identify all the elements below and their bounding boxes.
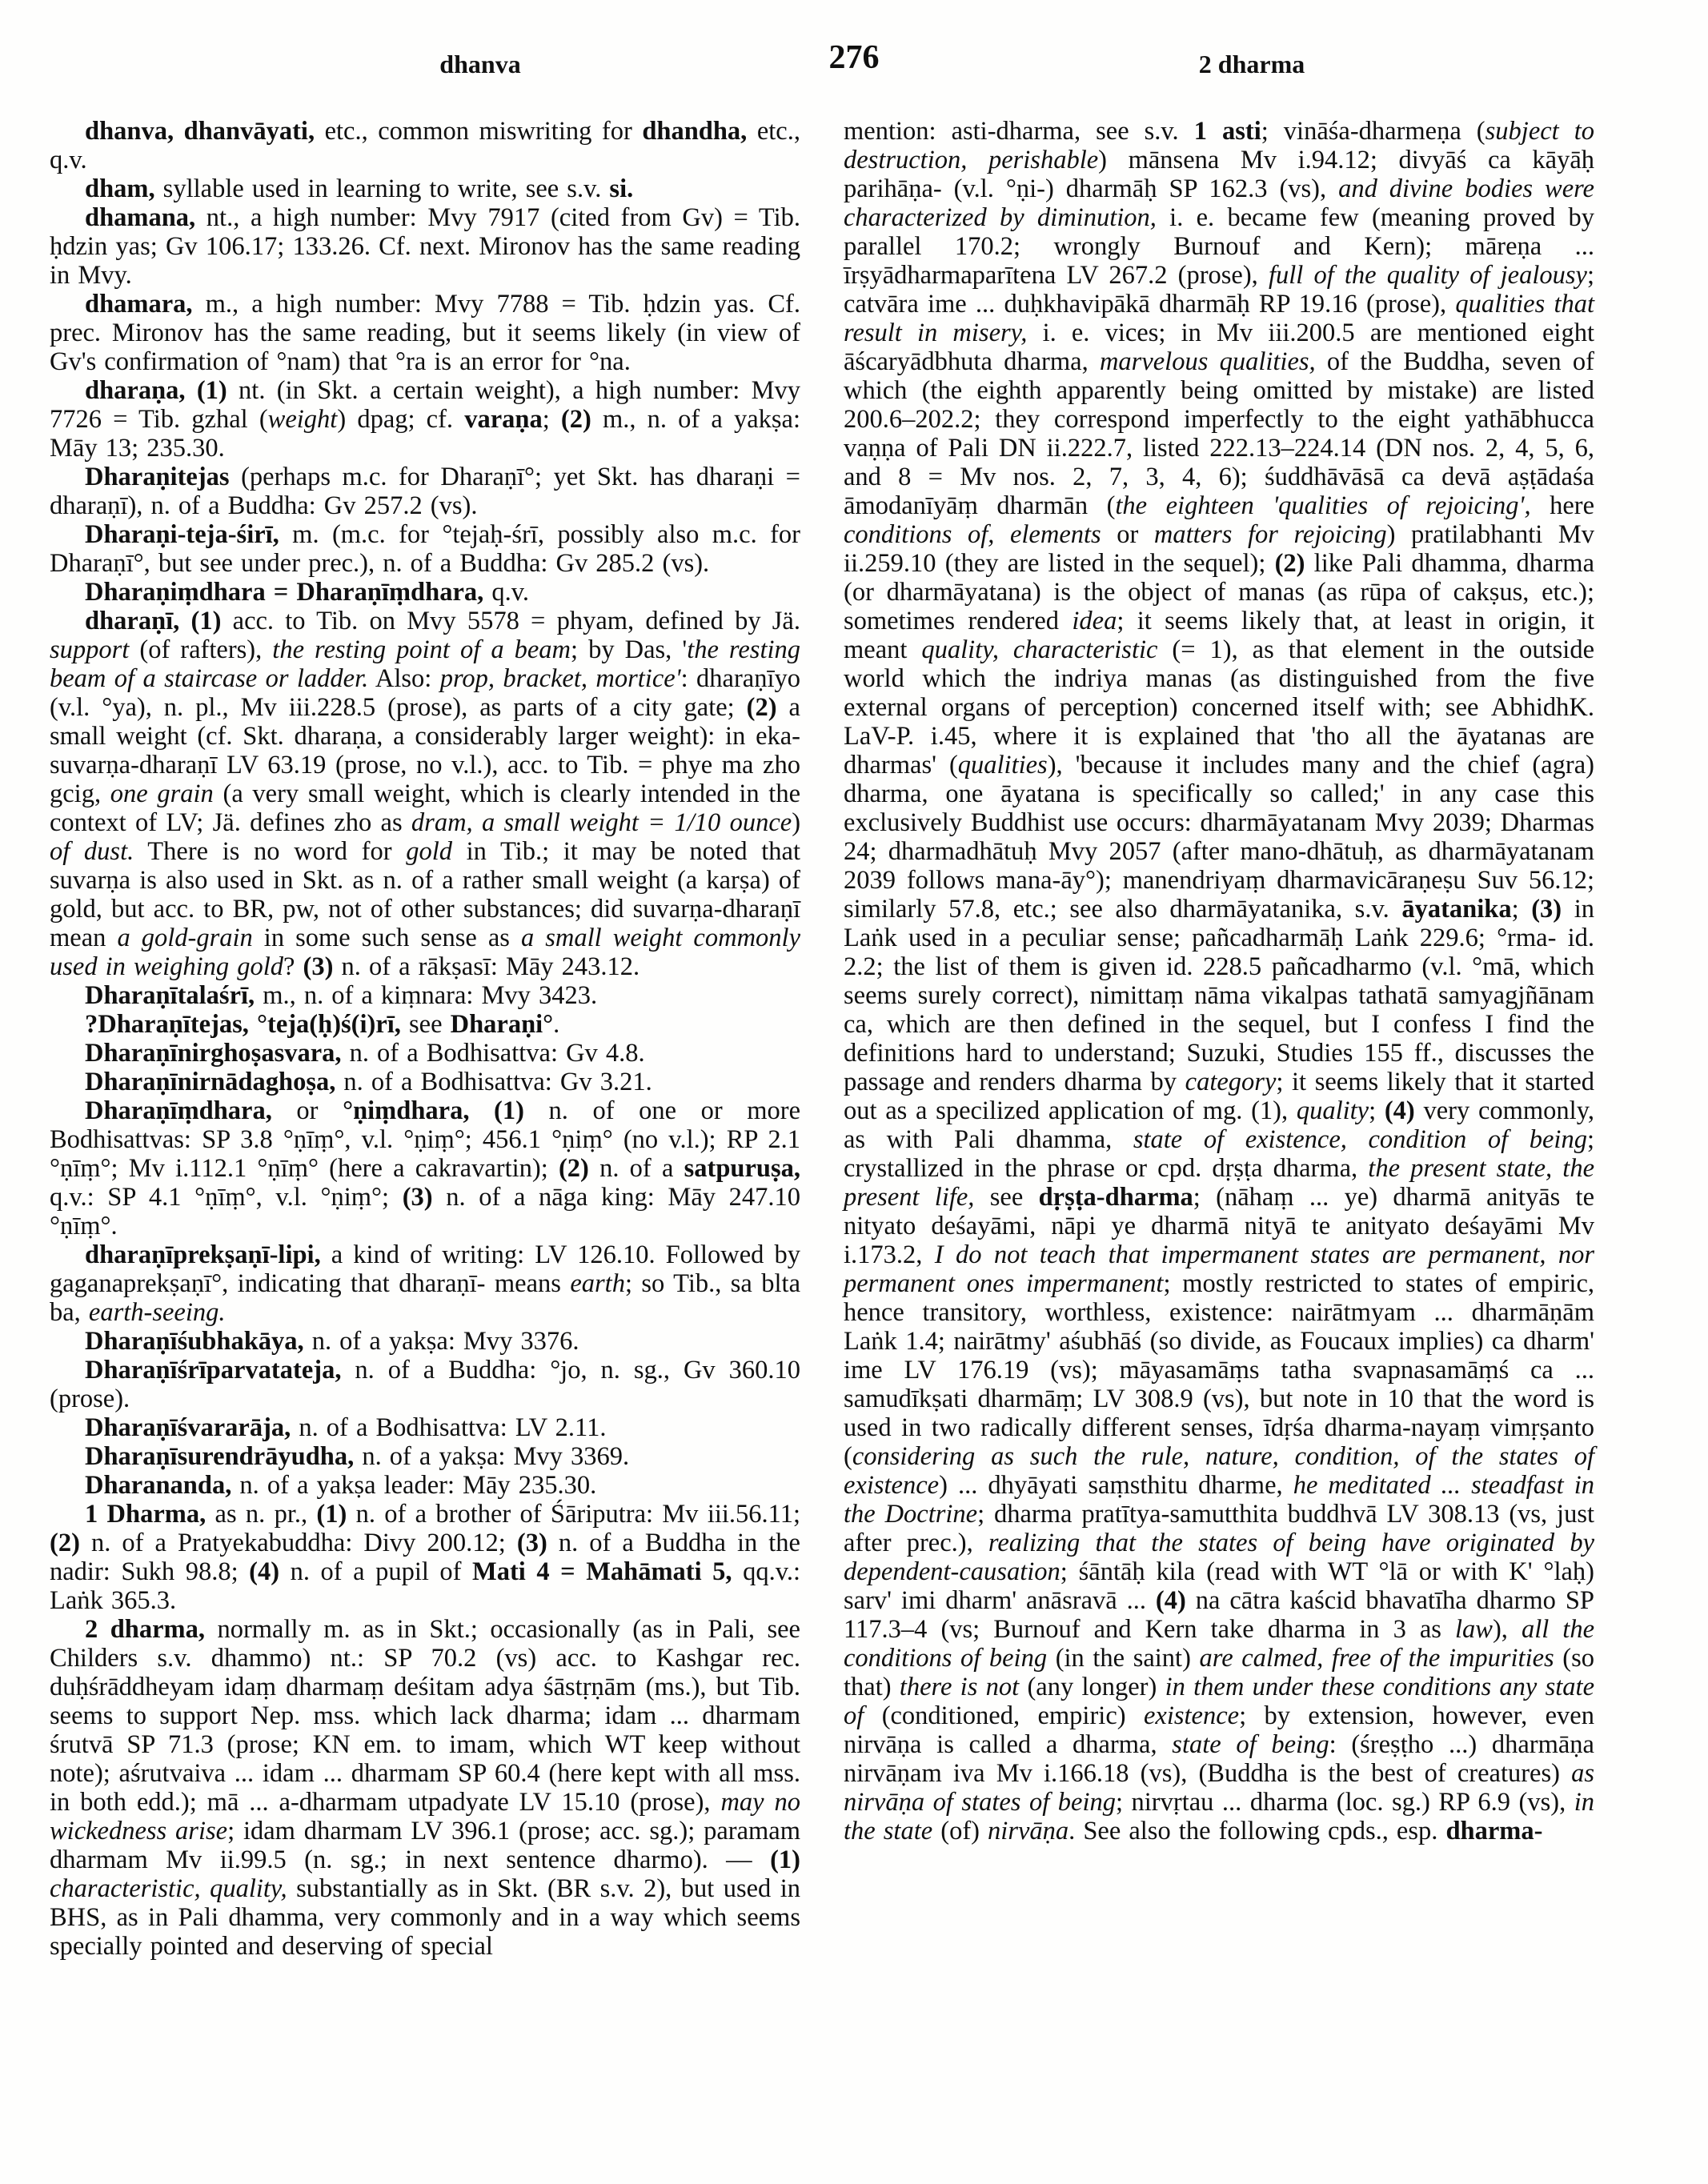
dictionary-entry: 1 Dharma, as n. pr., (1) n. of a brother of Śāriputra: Mv iii.56.11; (2) n. of a Pratyekabuddha: Divy 200.12; (3) n. of a Buddha in the nadir: Sukh 98.8; (4) n. of a pupil of Mati 4 = Mahāmati 5, qq.v.: Laṅk 365.3. <box>50 1500 801 1615</box>
dictionary-entry-continuation: mention: asti-dharma, see s.v. 1 asti; vināśa-dharmeṇa (subject to destruction, perishable) mānsena Mv i.94.12; divyāś ca kāyāḥ parihāṇa- (v.l. °ṇi-) dharmāḥ SP 162.3 (vs), and divine bodies were characterized by diminution, i. e. became few (meaning proved by parallel 170.2; wrongly Burnouf and Kern); māreṇa ... īrṣyādharmaparītena LV 267.2 (prose), full of the quality of jealousy; catvāra ime ... duḥkhavipākā dharmāḥ RP 19.16 (prose), qualities that result in misery, i. e. vices; in Mv iii.200.5 are mentioned eight āścaryādbhuta dharma, marvelous qualities, of the Buddha, seven of which (the eighth apparently being omitted by mistake) are listed 200.6–202.2; they correspond imperfectly to the eight yathābhucca vaṇṇa of Pali DN ii.222.7, listed 222.13–224.14 (DN nos. 2, 4, 5, 6, and 8 = Mv nos. 2, 7, 3, 4, 6); śuddhāvāsā ca devā aṣṭādaśa āmodanīyāṃ dharmān (the eighteen 'qualities of rejoicing', here conditions of, elements or matters for rejoicing) pratilabhanti Mv ii.259.10 (they are listed in the sequel); (2) like Pali dhamma, dharma (or dharmāyatana) is the object of manas (as rūpa of cakṣus, etc.); sometimes rendered idea; it seems likely that, at least in origin, it meant quality, characteristic (= 1), as that element in the outside world which the indriya manas (as distinguished from the five external organs of perception) concerned itself with; see AbhidhK. LaV-P. i.45, where it is explained that 'tho all the āyatanas are dharmas' (qualities), 'because it includes many and the chief (agra) dharma, one āyatana is specifically so called;' in any case this exclusively Buddhist use occurs: dharmāyatanam Mvy 2039; Dharmas 24; dharmadhātuḥ Mvy 2057 (after mano-dhātuḥ, as dharmāyatanam 2039 follows mana-āy°); manendriyaṃ dharmavicāraṇeṣu Suv 56.12; similarly 57.8, etc.; see also dharmāyatanika, s.v. āyatanika; (3) in Laṅk used in a peculiar sense; pañcadharmāḥ Laṅk 229.6; °rma- id. 2.2; the list of them is given id. 228.5 pañcadharmo (v.l. °mā, which seems surely correct), nimittaṃ nāma vikalpas tathatā samyagjñānam ca, which are then defined in the sequel, but I confess I find the definitions hard to understand; Suzuki, Studies 155 ff., discusses the passage and renders dharma by category; it seems likely that it started out as a specilized application of mg. (1), quality; (4) very commonly, as with Pali dhamma, state of existence, condition of being; crystallized in the phrase or cpd. dṛṣṭa dharma, the present state, the present life, see dṛṣṭa-dharma; (nāhaṃ ... ye) dharmā anityās te nityato deśayāmi, nāpi ye dharmā nityā te anityato deśayāmi Mv i.173.2, I do not teach that impermanent states are permanent, nor permanent ones impermanent; mostly restricted to states of empiric, hence transitory, worthless, existence: nairātmyam ... dharmāṇām Laṅk 1.4; nairātmy' aśubhāś (so divide, as Foucaux implies) ca dharm' ime LV 176.19 (vs); māyasamāṃs tatha svapnasamāṃś ca ... samudīkṣati dharmāṃ; LV 308.9 (vs), but note in 10 that the word is used in two radically different senses, īdṛśa dharma-nayaṃ vimṛṣanto (considering as such the rule, nature, condition, of the states of existence) ... dhyāyati saṃsthitu dharme, he meditated ... steadfast in the Doctrine; dharma pratītya-samutthita buddhvā LV 308.13 (vs, just after prec.), realizing that the states of being have originated by dependent-causation; śāntāḥ kila (read with WT °lā or with K' °laḥ) sarv' imi dharm' anāsravā ... (4) na cātra kaścid bhavatīha dharmo SP 117.3–4 (vs; Burnouf and Kern take dharma in 3 as law), all the conditions of being (in the saint) are calmed, free of the impurities (so that) there is not (any longer) in them under these conditions any state of (conditioned, empiric) existence; by extension, however, even nirvāṇa is called a dharma, state of being: (śreṣṭho ...) dharmāṇa nirvāṇam iva Mv i.166.18 (vs), (Buddha is the best of creatures) as nirvāṇa of states of being; nirvṛtau ... dharma (loc. sg.) RP 6.9 (vs), in the state (of) nirvāṇa. See also the following cpds., esp. dharma- <box>844 117 1595 1845</box>
dictionary-entry: dhamana, nt., a high number: Mvy 7917 (cited from Gv) = Tib. ḥdzin yas; Gv 106.17; 133.26. Cf. next. Mironov has the same reading in Mvy. <box>50 203 800 290</box>
dictionary-entry: dharaṇīprekṣaṇī-lipi, a kind of writing: LV 126.10. Followed by gaganaprekṣaṇī°, indicating that dharaṇī- means earth; so Tib., sa blta ba, earth-seeing. <box>50 1240 801 1327</box>
dictionary-entry: Dharaṇīśvararāja, n. of a Bodhisattva: LV 2.11. <box>85 1413 607 1442</box>
dictionary-entry: Dharaṇīśrīparvatateja, n. of a Buddha: °jo, n. sg., Gv 360.10 (prose). <box>50 1356 800 1413</box>
dictionary-entry: Dharaṇīśubhakāya, n. of a yakṣa: Mvy 3376. <box>85 1327 579 1356</box>
dictionary-entry: dhanva, dhanvāyati, etc., common miswriting for dhandha, etc., q.v. <box>50 117 800 174</box>
dictionary-entry: Dharaṇi-teja-śirī, m. (m.c. for °tejaḥ-śrī, possibly also m.c. for Dharaṇī°, but see under prec.), n. of a Buddha: Gv 285.2 (vs). <box>50 520 800 578</box>
left-column <box>50 117 800 1961</box>
dictionary-entry: Dharaṇitejas (perhaps m.c. for Dharaṇī°; yet Skt. has dharaṇi = dharaṇī), n. of a Buddha: Gv 257.2 (vs). <box>50 463 800 520</box>
text-columns <box>50 117 1594 1961</box>
running-head-left-keyword: dhanva <box>439 50 521 78</box>
dictionary-entry: 2 dharma, normally m. as in Skt.; occasionally (as in Pali, see Childers s.v. dhammo) nt.: SP 70.2 (vs) acc. to Kashgar rec. duḥśrāddheyam idaṃ dharmaṃ deśitam adya śāstṛṇām (ms.), but Tib. seems to support Nep. mss. which lack dharma; idam ... dharmam śrutvā SP 71.3 (prose; KN em. to imam, which WT keep without note); aśrutvaiva ... idam ... dharmam SP 60.4 (here kept with all mss. in both edd.); mā ... a-dharmam utpadyate LV 15.10 (prose), may no wickedness arise; idam dharmam LV 396.1 (prose; acc. sg.); paramam dharmam Mv ii.99.5 (n. sg.; in next sentence dharmo). — (1) characteristic, quality, substantially as in Skt. (BR s.v. 2), but used in BHS, as in Pali dhamma, very commonly and in a way which seems specially pointed and deserving of special <box>50 1615 801 1961</box>
dictionary-entry: Dharaṇītalaśrī, m., n. of a kiṃnara: Mvy 3423. <box>85 981 598 1010</box>
page-number: 276 <box>828 39 880 76</box>
dictionary-entry: Dharaṇīsurendrāyudha, n. of a yakṣa: Mvy 3369. <box>85 1442 630 1471</box>
right-column <box>844 117 1594 1961</box>
dictionary-entry: Dharaṇīṃdhara, or °ṇiṃdhara, (1) n. of one or more Bodhisattvas: SP 3.8 °ṇīṃ°, v.l. °ṇiṃ°; 456.1 °ṇiṃ° (no v.l.); RP 2.1 °ṇīṃ°; Mv i.112.1 °ṇīṃ° (here a cakravartin); (2) n. of a satpuruṣa, q.v.: SP 4.1 °ṇīṃ°, v.l. °ṇiṃ°; (3) n. of a nāga king: Māy 247.10 °ṇīṃ°. <box>50 1096 800 1240</box>
dictionary-entry: dham, syllable used in learning to write, see s.v. si. <box>85 174 634 203</box>
dictionary-entry: Dharaṇīnirnādaghoṣa, n. of a Bodhisattva: Gv 3.21. <box>85 1068 652 1096</box>
dictionary-entry: ?Dharaṇītejas, °teja(ḥ)ś(i)rī, see Dharaṇi°. <box>85 1010 560 1039</box>
dictionary-entry: dhamara, m., a high number: Mvy 7788 = Tib. ḥdzin yas. Cf. prec. Mironov has the same reading, but it seems likely (in view of Gv's confirmation of °nam) that °ra is an error for °na. <box>50 290 800 376</box>
dictionary-entry: Dharaṇiṃdhara = Dharaṇīṃdhara, q.v. <box>85 578 529 607</box>
dictionary-entry: Dharaṇīnirghoṣasvara, n. of a Bodhisattva: Gv 4.8. <box>85 1039 645 1068</box>
dictionary-entry: dharaṇa, (1) nt. (in Skt. a certain weight), a high number: Mvy 7726 = Tib. gzhal (weight) dpag; cf. varaṇa; (2) m., n. of a yakṣa: Māy 13; 235.30. <box>50 376 800 463</box>
dictionary-entry: Dharananda, n. of a yakṣa leader: Māy 235.30. <box>85 1471 597 1500</box>
dictionary-entry: dharaṇī, (1) acc. to Tib. on Mvy 5578 = phyam, defined by Jä. support (of rafters), the resting point of a beam; by Das, 'the resting beam of a staircase or ladder. Also: prop, bracket, mortice': dharaṇīyo (v.l. °ya), n. pl., Mv iii.228.5 (prose), as parts of a city gate; (2) a small weight (cf. Skt. dharaṇa, a considerably larger weight): in eka-suvarṇa-dharaṇī LV 63.19 (prose, no v.l.), acc. to Tib. = phye ma zho gcig, one grain (a very small weight, which is clearly intended in the context of LV; Jä. defines zho as dram, a small weight = 1/10 ounce) of dust. There is no word for gold in Tib.; it may be noted that suvarṇa is also used in Skt. as n. of a rather small weight (a karṣa) of gold, but acc. to BR, pw, not of other substances; did suvarṇa-dharaṇī mean a gold-grain in some such sense as a small weight commonly used in weighing gold? (3) n. of a rākṣasī: Māy 243.12. <box>50 607 801 981</box>
running-head-right-keyword: 2 dharma <box>1198 50 1305 78</box>
